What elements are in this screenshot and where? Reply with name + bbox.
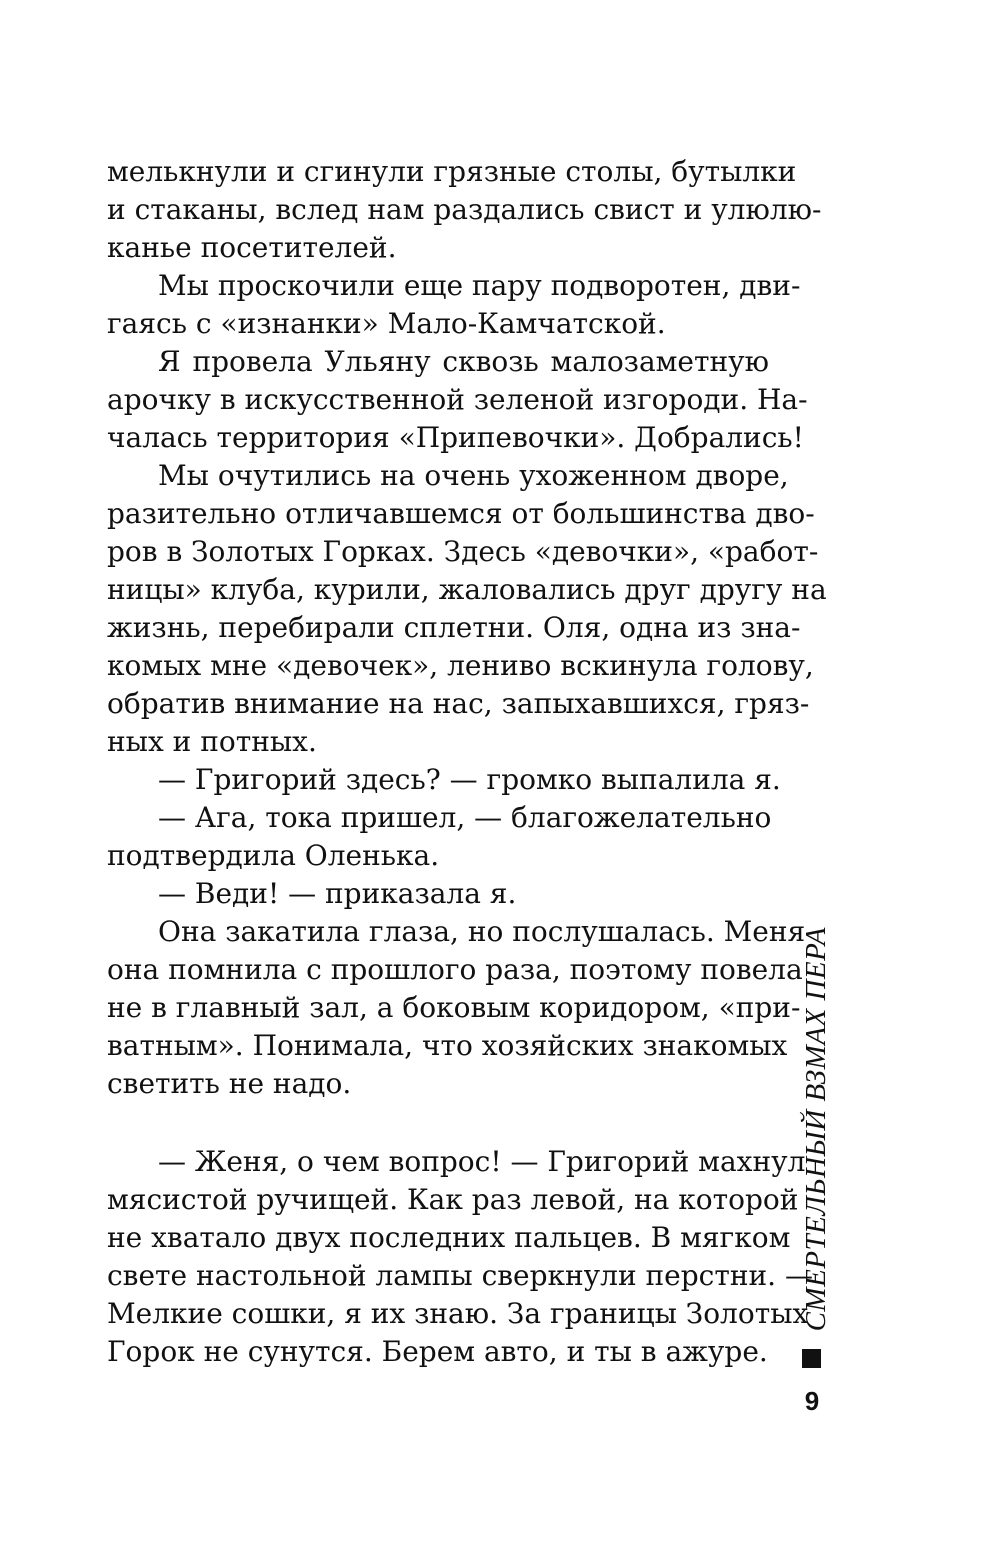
running-head <box>798 927 834 1332</box>
dialogue-line: — Женя, о чем вопрос! — Григорий махнул <box>158 1145 806 1178</box>
text-line: Я провела Ульяну сквозь малозаметную <box>158 345 769 378</box>
text-line: жизнь, перебирали сплетни. Оля, одна из зна- <box>107 611 801 644</box>
text-line: светить не надо. <box>107 1067 352 1100</box>
text-line: мелькнули и сгинули грязные столы, бутылки <box>107 155 797 188</box>
dialogue-line: — Григорий здесь? — громко выпалила я. <box>158 763 781 796</box>
square-marker-icon <box>802 1349 821 1368</box>
text-line: не в главный зал, а боковым коридором, «при- <box>107 991 801 1024</box>
text-line: Она закатила глаза, но послушалась. Меня <box>158 915 806 948</box>
text-line: разительно отличавшемся от большинства дво- <box>107 497 815 530</box>
text-line: Мы очутились на очень ухоженном дворе, <box>158 459 789 492</box>
text-line: свете настольной лампы сверкнули перстни. — <box>107 1259 813 1292</box>
text-line: Мелкие сошки, я их знаю. За границы Золотых <box>107 1297 809 1330</box>
text-line: канье посетителей. <box>107 231 397 264</box>
text-line: ватным». Понимала, что хозяйских знакомых <box>107 1029 788 1062</box>
text-line: арочку в искусственной зеленой изгороди. На- <box>107 383 808 416</box>
page-number: 9 <box>804 1386 820 1416</box>
text-line: Горок не сунутся. Берем авто, и ты в ажуре. <box>107 1335 768 1368</box>
running-head-title: СМЕРТЕЛЬНЫЙ ВЗМАХ ПЕРА <box>799 927 832 1332</box>
text-line: чалась территория «Припевочки». Добрались! <box>107 421 804 454</box>
text-line: она помнила с прошлого раза, поэтому повела <box>107 953 803 986</box>
dialogue-line: — Веди! — приказала я. <box>158 877 517 910</box>
text-line: ных и потных. <box>107 725 317 758</box>
text-line: ницы» клуба, курили, жаловались друг другу на <box>107 573 827 606</box>
text-line: мясистой ручищей. Как раз левой, на которой <box>107 1183 799 1216</box>
text-line: не хватало двух последних пальцев. В мягком <box>107 1221 791 1254</box>
dialogue-line: — Ага, тока пришел, — благожелательно <box>158 801 772 834</box>
text-line: обратив внимание на нас, запыхавшихся, гряз- <box>107 687 810 720</box>
text-line: Мы проскочили еще пару подворотен, дви- <box>158 269 801 302</box>
text-line: ров в Золотых Горках. Здесь «девочки», «работ- <box>107 535 819 568</box>
text-line: подтвердила Оленька. <box>107 839 440 872</box>
text-line: комых мне «девочек», лениво вскинула голову, <box>107 649 814 682</box>
text-line: и стаканы, вслед нам раздались свист и улюлю- <box>107 193 822 226</box>
text-line: гаясь с «изнанки» Мало-Камчатской. <box>107 307 666 340</box>
